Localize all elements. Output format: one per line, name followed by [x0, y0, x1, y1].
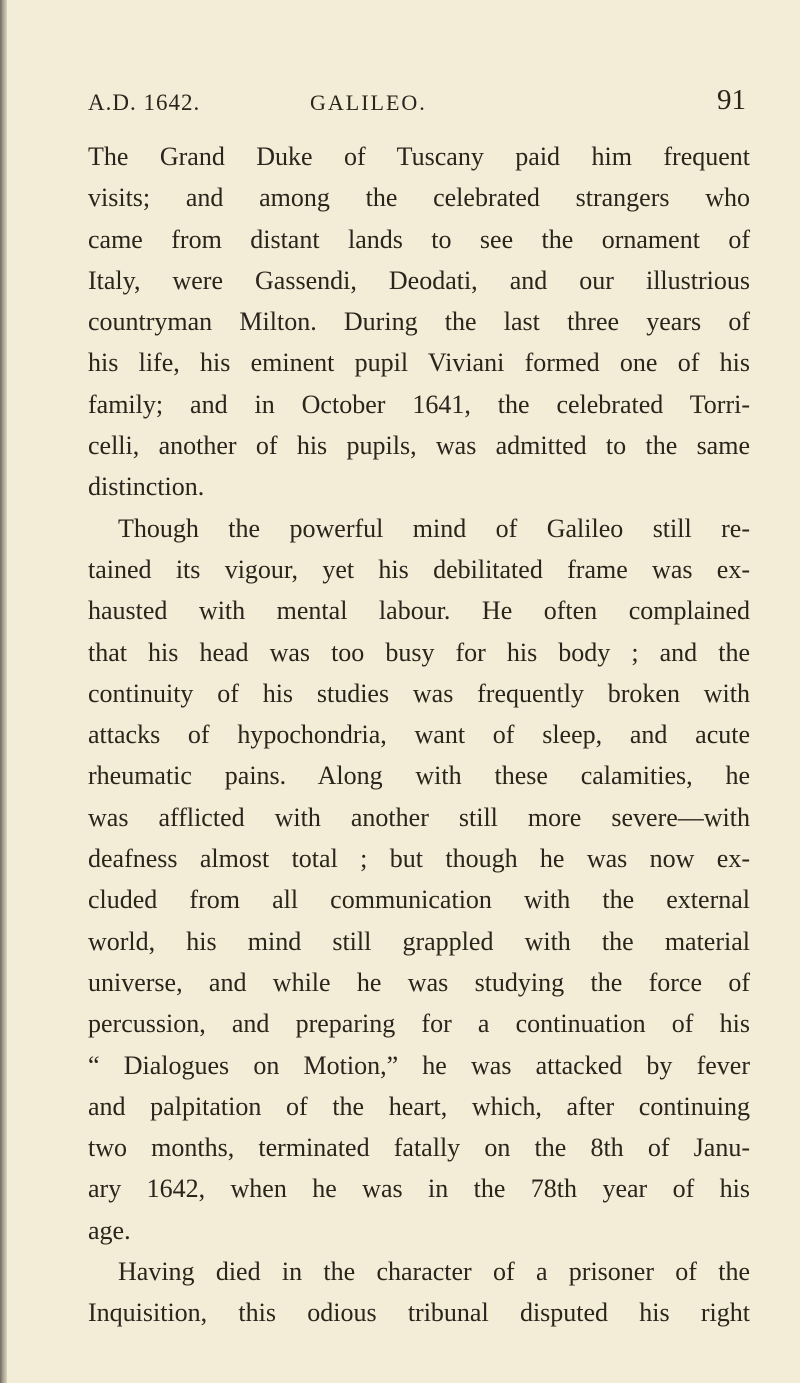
- text-line: and palpitation of the heart, which, after continuing: [88, 1091, 750, 1121]
- text-line: his life, his eminent pupil Viviani formed one of his: [88, 348, 750, 378]
- running-head-title: GALILEO.: [310, 90, 427, 115]
- text-line: age.: [88, 1215, 131, 1245]
- text-line: countryman Milton. During the last three years of: [88, 307, 750, 337]
- text-line: deafness almost total ; but though he was now ex-: [88, 844, 750, 874]
- text-line: came from distant lands to see the ornament of: [88, 224, 750, 254]
- text-line: visits; and among the celebrated strangers who: [88, 183, 750, 213]
- text-line: Italy, were Gassendi, Deodati, and our illustrious: [88, 265, 750, 295]
- text-line: was afflicted with another still more severe—with: [88, 802, 750, 832]
- text-line: rheumatic pains. Along with these calamities, he: [88, 761, 750, 791]
- text-line: universe, and while he was studying the force of: [88, 967, 750, 997]
- text-line: The Grand Duke of Tuscany paid him frequent: [88, 142, 750, 171]
- text-line: two months, terminated fatally on the 8th of Janu-: [88, 1133, 750, 1163]
- page-number: 91: [717, 84, 746, 116]
- running-head: [88, 84, 746, 124]
- text-line: family; and in October 1641, the celebrated Torri-: [88, 389, 750, 419]
- text-line: distinction.: [88, 472, 205, 502]
- text-line: celli, another of his pupils, was admitted to the same: [88, 431, 750, 461]
- text-line: “ Dialogues on Motion,” he was attacked by fever: [88, 1050, 750, 1080]
- text-line: continuity of his studies was frequently broken with: [88, 678, 750, 708]
- text-line: Though the powerful mind of Galileo still re-: [118, 513, 750, 543]
- page-binding-edge: [0, 0, 7, 1383]
- text-line: percussion, and preparing for a continuation of his: [88, 1009, 750, 1039]
- text-line: hausted with mental labour. He often complained: [88, 596, 750, 626]
- text-line: attacks of hypochondria, want of sleep, and acute: [88, 720, 750, 750]
- text-line: ary 1642, when he was in the 78th year of his: [88, 1174, 750, 1204]
- body-text: [88, 136, 750, 1334]
- text-line: world, his mind still grappled with the material: [88, 926, 750, 956]
- text-line: that his head was too busy for his body ; and the: [88, 637, 750, 667]
- text-line: tained its vigour, yet his debilitated frame was ex-: [88, 554, 750, 584]
- running-head-date: A.D. 1642.: [88, 90, 201, 115]
- text-line: Inquisition, this odious tribunal disputed his right: [88, 1298, 750, 1328]
- text-line: cluded from all communication with the external: [88, 885, 750, 915]
- text-line: Having died in the character of a prisoner of the: [118, 1257, 750, 1287]
